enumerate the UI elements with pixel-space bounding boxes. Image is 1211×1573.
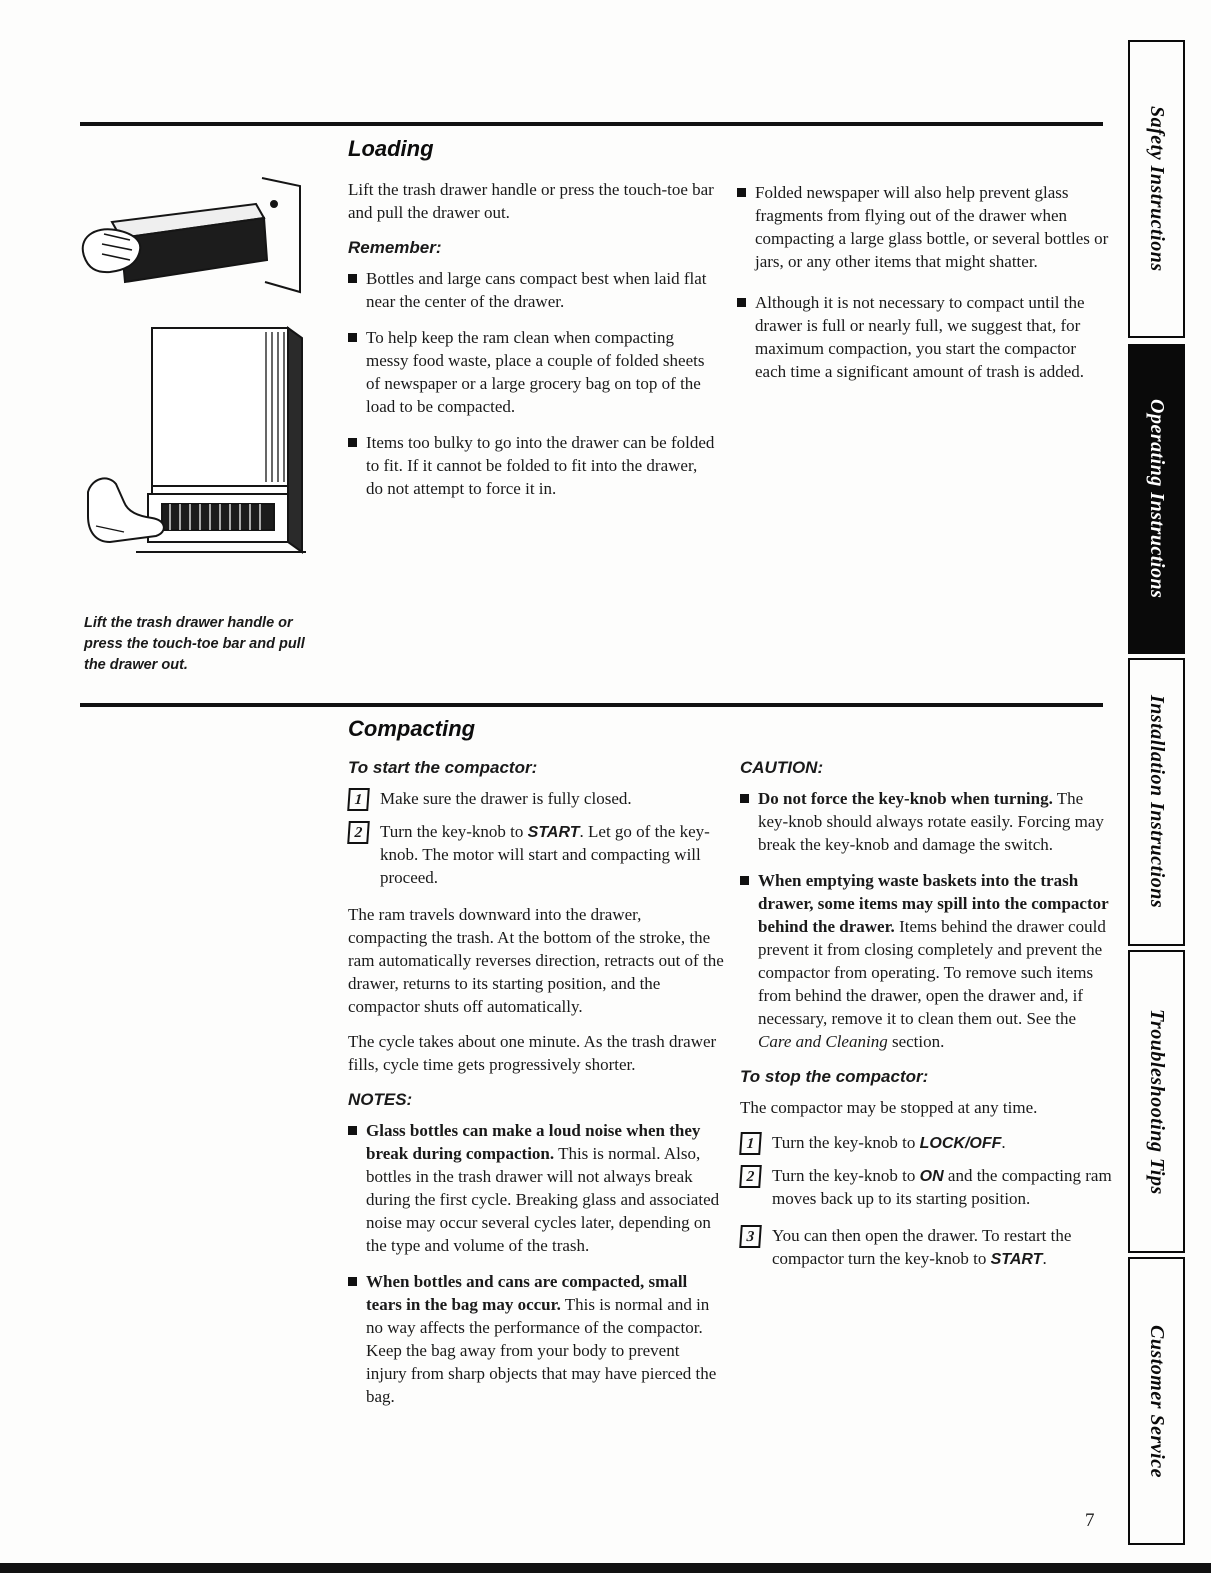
remember-heading: Remember: (348, 238, 442, 257)
stop-step-1 (740, 1131, 1112, 1155)
loading-right-column (737, 181, 1109, 396)
bullet-text: When emptying waste baskets into the trash drawer, some items may spill into the compactor behind the drawer. Items behind the drawer could prevent it from closing completely and prevent the compactor from operating. To remove such items from behind the drawer, open the drawer and, if necessary, remove it to clean them out. See the Care and Cleaning section. (758, 871, 1109, 1051)
start-step-1 (348, 787, 724, 811)
compactor-illustration (66, 160, 328, 590)
bullet-item (348, 431, 716, 500)
start-compactor-heading: To start the compactor: (348, 758, 538, 777)
bullet-text: Items too bulky to go into the drawer can be folded to fit. If it cannot be folded to fit into the drawer, do not attempt to force it in. (366, 433, 715, 498)
bullet-square-icon (348, 274, 357, 283)
bullet-text: Folded newspaper will also help prevent glass fragments from flying out of the drawer when compacting a large glass bottle, or several bottles or jars, or any other items that might shatter. (755, 183, 1109, 271)
loading-left-column (348, 136, 716, 513)
tab-label: Installation Instructions (1146, 695, 1168, 909)
bullet-text: Glass bottles can make a loud noise when they break during compaction. This is normal. Also, bottles in the trash drawer will not always break during the first cycle. Breaking glass and associated noise may occur several cycles later, depending on the type and volume of the trash. (366, 1121, 720, 1255)
step-text: You can then open the drawer. To restart the compactor turn the key-knob to START. (772, 1226, 1072, 1268)
tab-operating-instructions (1128, 344, 1185, 654)
bullet-text: Although it is not necessary to compact until the drawer is full or nearly full, we suggest that, for maximum compaction, you start the compactor each time a significant amount of trash is added. (755, 293, 1085, 381)
notes-heading: NOTES: (348, 1090, 413, 1109)
bullet-item (737, 291, 1109, 383)
page-number: 7 (1085, 1510, 1095, 1531)
top-divider (80, 122, 1103, 126)
tab-label: Operating Instructions (1146, 399, 1168, 599)
bullet-square-icon (348, 438, 357, 447)
start-step-2 (348, 820, 724, 889)
bullet-square-icon (740, 876, 749, 885)
bullet-text: Bottles and large cans compact best when laid flat near the center of the drawer. (366, 269, 707, 311)
bullet-item (348, 1119, 724, 1257)
caution-bullets (740, 787, 1112, 1053)
step-number: 1 (347, 788, 370, 811)
step-text: Turn the key-knob to LOCK/OFF. (772, 1133, 1006, 1152)
step-number: 3 (739, 1225, 762, 1248)
stop-compactor-heading: To stop the compactor: (740, 1067, 929, 1086)
tab-safety-instructions (1128, 40, 1185, 338)
stop-step-3 (740, 1224, 1112, 1270)
bullet-item (348, 1270, 724, 1408)
keyword: LOCK/OFF (919, 1135, 1002, 1152)
step-number: 2 (739, 1165, 762, 1188)
step-number: 2 (347, 821, 370, 844)
keyword: START (527, 824, 580, 841)
ram-paragraph: The ram travels downward into the drawer, compacting the trash. At the bottom of the stroke, the ram automatically reverses direction, retracts out of the drawer, returns to its starting position, and the compactor shuts off automatically. (348, 905, 724, 1016)
step-text: Turn the key-knob to START. Let go of the key-knob. The motor will start and compacting will proceed. (380, 822, 710, 887)
notes-bullets (348, 1119, 724, 1408)
tab-label: Customer Service (1146, 1324, 1168, 1478)
stop-step-2 (740, 1164, 1112, 1210)
loading-title: Loading (348, 136, 434, 161)
bullet-square-icon (740, 794, 749, 803)
figure-caption: Lift the trash drawer handle or press the touch-toe bar and pull the drawer out. (84, 614, 305, 673)
compacting-left-column (348, 716, 724, 1421)
compacting-right-column (740, 758, 1112, 1279)
keyword: START (990, 1251, 1043, 1268)
bullet-square-icon (348, 1126, 357, 1135)
tab-label: Troubleshooting Tips (1146, 1008, 1168, 1195)
step-number: 1 (739, 1132, 762, 1155)
tab-customer-service (1128, 1257, 1185, 1545)
bullet-item (348, 267, 716, 313)
compacting-title: Compacting (348, 716, 476, 741)
bullet-item (737, 181, 1109, 273)
stop-intro: The compactor may be stopped at any time. (740, 1098, 1038, 1117)
keyword: ON (919, 1168, 944, 1185)
bullet-square-icon (348, 1277, 357, 1286)
loading-right-bullets (737, 181, 1109, 383)
remember-bullets (348, 267, 716, 500)
bullet-item (740, 869, 1112, 1053)
section-divider (80, 703, 1103, 707)
bullet-item (348, 326, 716, 418)
cycle-paragraph: The cycle takes about one minute. As the trash drawer fills, cycle time gets progressively shorter. (348, 1032, 717, 1074)
loading-intro: Lift the trash drawer handle or press the touch-toe bar and pull the drawer out. (348, 180, 714, 222)
step-text: Turn the key-knob to ON and the compacting ram moves back up to its starting position. (772, 1166, 1112, 1208)
care-cleaning-reference: Care and Cleaning (758, 1032, 888, 1051)
tab-label: Safety Instructions (1146, 106, 1168, 272)
caution-heading: CAUTION: (740, 758, 824, 777)
tab-troubleshooting-tips (1128, 950, 1185, 1253)
bullet-text: Do not force the key-knob when turning. The key-knob should always rotate easily. Forcing may break the key-knob and damage the switch. (758, 789, 1104, 854)
bullet-text: To help keep the ram clean when compacting messy food waste, place a couple of folded sheets of newspaper or a large grocery bag on top of the load to be compacted. (366, 328, 705, 416)
step-text: Make sure the drawer is fully closed. (380, 789, 632, 808)
bullet-text: When bottles and cans are compacted, small tears in the bag may occur. This is normal and in no way affects the performance of the compactor. Keep the bag away from your body to prevent injury from sharp objects that may have pierced the bag. (366, 1272, 717, 1406)
bullet-square-icon (737, 298, 746, 307)
bullet-square-icon (348, 333, 357, 342)
bottom-bar (0, 1563, 1211, 1573)
bullet-item (740, 787, 1112, 856)
bullet-square-icon (737, 188, 746, 197)
tab-installation-instructions (1128, 658, 1185, 946)
